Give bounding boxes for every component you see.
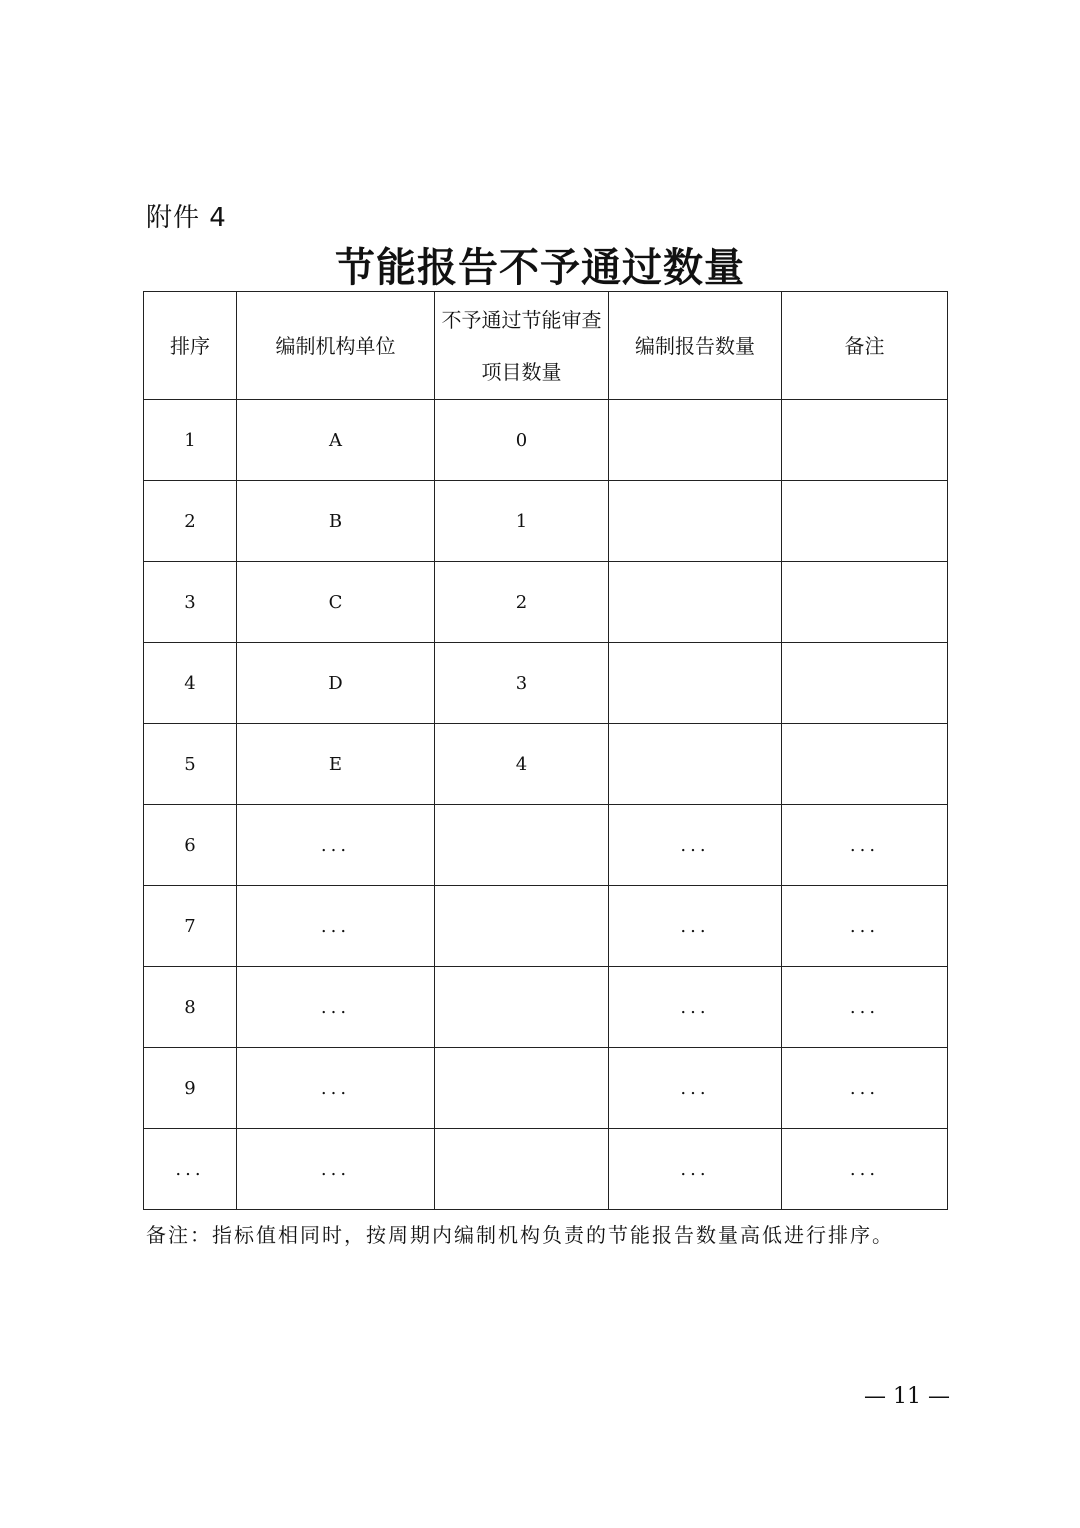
table-row: [144, 400, 948, 481]
table-header-row: [144, 292, 948, 400]
page-title: 节能报告不予通过数量: [335, 244, 745, 291]
table-footnote: 备注：指标值相同时，按周期内编制机构负责的节能报告数量高低进行排序。: [146, 1223, 894, 1247]
cell-rank: 5: [144, 724, 237, 805]
table-row: [144, 562, 948, 643]
cell-rank: 2: [144, 481, 237, 562]
cell-remarks: ...: [782, 1129, 948, 1210]
cell-rejected-count: [435, 1129, 609, 1210]
cell-organization: ...: [237, 805, 435, 886]
cell-remarks: [782, 643, 948, 724]
cell-remarks: ...: [782, 1048, 948, 1129]
cell-rank: 7: [144, 886, 237, 967]
cell-remarks: [782, 724, 948, 805]
table-row: [144, 643, 948, 724]
table-row: [144, 967, 948, 1048]
cell-rank: 3: [144, 562, 237, 643]
cell-remarks: ...: [782, 805, 948, 886]
cell-rejected-count: [435, 1048, 609, 1129]
cell-rejected-count: [435, 967, 609, 1048]
cell-rejected-count: 4: [435, 724, 609, 805]
cell-organization: C: [237, 562, 435, 643]
table-row: [144, 1048, 948, 1129]
cell-rank: 8: [144, 967, 237, 1048]
cell-organization: E: [237, 724, 435, 805]
cell-report-count: ...: [609, 886, 782, 967]
cell-organization: A: [237, 400, 435, 481]
cell-organization: ...: [237, 886, 435, 967]
cell-rejected-count: [435, 805, 609, 886]
cell-organization: ...: [237, 1129, 435, 1210]
cell-remarks: ...: [782, 886, 948, 967]
cell-report-count: ...: [609, 805, 782, 886]
table-row: [144, 724, 948, 805]
cell-report-count: [609, 562, 782, 643]
cell-report-count: [609, 400, 782, 481]
cell-rank: 4: [144, 643, 237, 724]
cell-organization: D: [237, 643, 435, 724]
cell-remarks: [782, 481, 948, 562]
header-rank: 排序: [144, 292, 237, 400]
header-rejected-count: 不予通过节能审查项目数量: [435, 292, 609, 400]
cell-remarks: ...: [782, 967, 948, 1048]
cell-rejected-count: 0: [435, 400, 609, 481]
cell-organization: ...: [237, 1048, 435, 1129]
cell-rejected-count: 2: [435, 562, 609, 643]
cell-remarks: [782, 562, 948, 643]
header-report-count: 编制报告数量: [609, 292, 782, 400]
cell-report-count: ...: [609, 967, 782, 1048]
cell-rejected-count: 1: [435, 481, 609, 562]
cell-remarks: [782, 400, 948, 481]
cell-report-count: [609, 724, 782, 805]
cell-report-count: ...: [609, 1048, 782, 1129]
attachment-label: 附件 4: [146, 203, 227, 233]
cell-organization: B: [237, 481, 435, 562]
cell-rejected-count: 3: [435, 643, 609, 724]
cell-organization: ...: [237, 967, 435, 1048]
table-row: [144, 481, 948, 562]
cell-rank: 9: [144, 1048, 237, 1129]
table-row: [144, 886, 948, 967]
cell-rejected-count: [435, 886, 609, 967]
header-remarks: 备注: [782, 292, 948, 400]
cell-report-count: ...: [609, 1129, 782, 1210]
table-row: [144, 805, 948, 886]
table-row: [144, 1129, 948, 1210]
page-number: — 11 —: [864, 1384, 950, 1409]
cell-rank: ...: [144, 1129, 237, 1210]
cell-rank: 1: [144, 400, 237, 481]
report-table: [143, 291, 948, 1210]
cell-report-count: [609, 643, 782, 724]
header-organization: 编制机构单位: [237, 292, 435, 400]
cell-rank: 6: [144, 805, 237, 886]
cell-report-count: [609, 481, 782, 562]
